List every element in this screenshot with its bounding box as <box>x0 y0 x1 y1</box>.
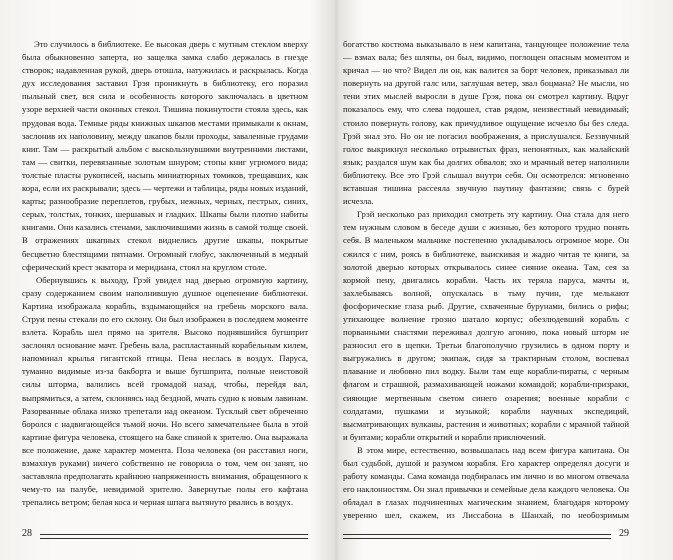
right-page <box>343 38 629 522</box>
right-page-number: 29 <box>619 528 629 539</box>
left-page-footer <box>22 528 308 542</box>
left-page-number: 28 <box>22 528 32 539</box>
left-page <box>22 38 308 522</box>
right-paragraph-3: В этом мире, естественно, возвышалась над всем фигура капитана. Он был судьбой, душой и разумом корабля. Его характер определял досуги и работу команды. Сама команда подбиралась им лично и во многом отвечала его наклонностям. Он знал привычки и семейные дела каждого человека. Он обладал в глазах подчиненных магическим знанием, благодаря которому уверенно шел, скажем, из Лиссабона в Шанхай, по необозримым <box>343 444 629 521</box>
left-paragraph-2: Обернувшись к выходу, Грэй увидел над дверью огромную картину, сразу содержанием своим наполнившую душное оцепенение библиотеки. Картина изображала корабль, вздымающийся на гребень морского вала. Струи пены стекали по его склону. Он был изображен в последнем моменте взлета. Корабль шел прямо на зрителя. Высоко поднявшийся бугшприт заслонял основание мачт. Гребень вала, распластанный корабельным килем, напоминал крылья гигантской птицы. Пена неслась в воздух. Паруса, туманно видимые из-за бакборта и выше бугшприта, полные неистовой силы шторма, валились всей громадой назад, чтобы, перейдя вал, выпрямиться, а затем, склоняясь над бездной, мчать судно к новым лавинам. Разорванные облака низко трепетали над океаном. Тусклый свет обреченно боролся с надвигающейся тьмой ночи. Но всего замечательнее была в этой картине фигура человека, стоящего на баке спиной к зрителю. Она выражала все положение, даже характер момента. Поза человека (он расставил ноги, взмахнув руками) ничего собственно не говорила о том, чем он занят, но заставляла предполагать крайнюю напряженность внимания, обращенного к чему-то на палубе, невидимой зрителю. Завернутые полы его кафтана трепались ветром; белая коса и черная шпага вытянуто рвались в воздух. <box>22 274 308 508</box>
right-paragraph-1: богатство костюма выказывало в нем капитана, танцующее положение тела — взмах вала; без шляпы, он был, видимо, поглощен опасным моментом и кричал — но что? Видел ли он, как валится за борт человек, приказывал ли повернуть на другой галс или, заглушая ветер, звал боцмана? Не мысли, но тени этих мыслей выросли в душе Грэя, пока он смотрел картину. Вдруг показалось ему, что слева подошел, став рядом, неизвестный невидимый; стоило повернуть голову, как причудливое ощущение исчезло бы без следа. Грэй знал это. Но он не погасил воображения, а прислушался. Беззвучный голос выкрикнул несколько отрывистых фраз, непонятных, как малайский язык; раздался шум как бы долгих обвалов; эхо и мрачный ветер наполнили библиотеку. Все это Грэй слышал внутри себя. Он осмотрелся: мгновенно вставшая тишина рассеяла звучную паутину фантазии; связь с бурей исчезла. <box>343 39 629 207</box>
left-paragraph-1: Это случилось в библиотеке. Ее высокая дверь с мутным стеклом вверху была обыкновенно заперта, но защелка замка слабо держалась в гнезде створок; надавленная рукой, дверь отошла, натужилась и раскрылась. Когда дух исследования заставил Грэя проникнуть в библиотеку, его поразил пыльный свет, вся сила и особенность которого заключалась в цветном узоре верхней части оконных стекол. Тишина покинутости стояла здесь, как прудовая вода. Темные ряды книжных шкапов местами примыкали к окнам, заслонив их наполовину, между шкапов были проходы, заваленные грудами книг. Там — раскрытый альбом с выскользнувшими внутренними листами, там — свитки, перевязанные золотым шнуром; стопы книг угрюмого вида; толстые пласты рукописей, насыпь миниатюрных томиков, трещавших, как кора, если их раскрывали; здесь — чертежи и таблицы, ряды новых изданий, карты; разнообразие переплетов, грубых, нежных, черных, пестрых, синих, серых, толстых, тонких, шершавых и гладких. Шкапы были плотно набиты книгами. Они казались стенами, заключившими жизнь в самой толще своей. В отражениях шкапных стекол виднелись другие шкапы, покрытые бесцветно блестящими пятнами. Огромный глобус, заключенный в медный сферический крест экватора и меридиана, стоял на круглом столе. <box>22 39 308 272</box>
right-footer-rule <box>343 534 611 539</box>
right-paragraph-2: Грэй несколько раз приходил смотреть эту картину. Она стала для него тем нужным словом в беседе души с жизнью, без которого трудно понять себя. В маленьком мальчике постепенно укладывалось огромное море. Он сжился с ним, роясь в библиотеке, выискивая и жадно читая те книги, за золотой дверью которых открывалось синее сияние океана. Там, сея за кормой пену, двигались корабли. Часть их теряла паруса, мачты и, захлебываясь волной, опускалась в тьму пучин, где мелькают фосфорические глаза рыб. Другие, схваченные бурунами, бились о рифы; утихающее волнение грозно шатало корпус; обезлюдевший корабль с порванными снастями переживал долгую агонию, пока новый шторм не разносил его в щепки. Третьи благополучно грузились в одном порту и выгружались в другом; экипаж, сидя за трактирным столом, воспевал плавание и любовно пил водку. Были там еще корабли-пираты, с черным флагом и страшной, размахивающей ножами командой; корабли-призраки, сияющие мертвенным светом синего озарения; военные корабли с солдатами, пушками и музыкой; корабли научных экспедиций, высматривающих вулканы, растения и животных; корабли с мрачной тайной и бунтами; корабли открытий и корабли приключений. <box>343 209 629 442</box>
left-footer-rule <box>40 534 308 539</box>
right-page-footer <box>343 528 629 542</box>
